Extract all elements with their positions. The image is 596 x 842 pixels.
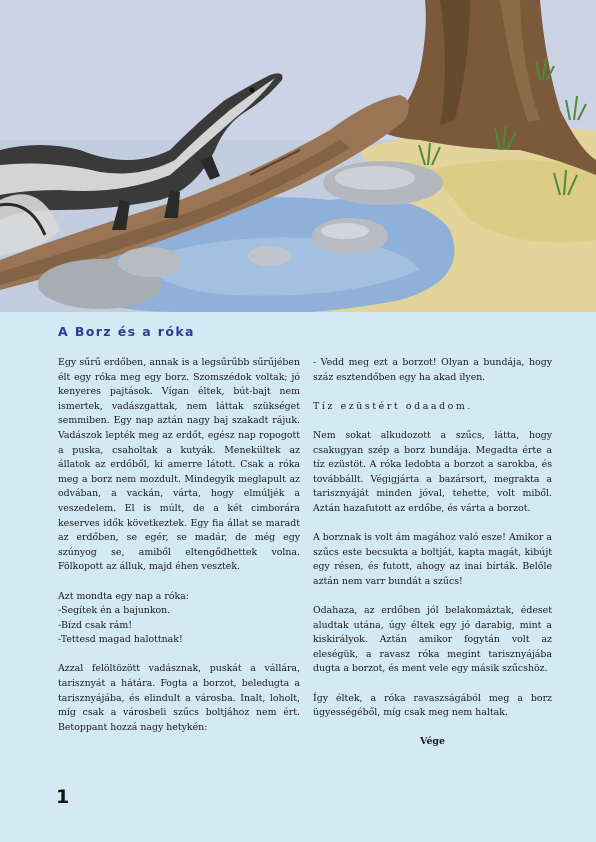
paragraph: A borznak is volt ám magához való esze! Amikor a szűcs este becsukta a boltját, kapta magát, kibújt egy résen, és futott, ahogy az inai bírták. Belőle aztán nem varr bundát a szűcs! [313,532,552,587]
page-number: 1 [56,786,70,808]
dialogue-line: -Segítek én a bajunkon. [58,605,171,617]
story-illustration [0,0,596,312]
paragraph: Odahaza, az erdőben jól belakomáztak, édeset aludtak utána, úgy éltek egy jó darabig, mint a kiskirályok. Aztán amikor fogytán volt az eleségük, a ravasz róka megint tarisznyájába dugta a borzot, és ment vele egy másik szűcshöz. [313,605,552,675]
paragraph: Tíz ezüstért odaadom. [313,400,473,412]
paragraph: Így éltek, a róka ravaszságából meg a borz ügyességéből, míg csak meg nem haltak. [313,692,552,719]
left-column [58,356,300,750]
paragraph: Egy sűrű erdőben, annak is a legsűrűbb sűrűjében élt egy róka meg egy borz. Szomszédok voltak; jó kenyeres pajtások. Vígan éltek, bút-bajt nem ismertek, vadászgattak, nem láttak szükséget semmiben. Egy nap aztán nagy baj szakadt rájuk. Vadászok lepték meg az erdőt, egész nap ropogott a puska, csaholtak a kutyák. Menekültek az állatok az erdőből, ki amerre látott. Csak a róka meg a borz nem mozdult. Mindegyik meglapult az odvában, a vackán, várta, hogy elmúljék a veszedelem. El is múlt, de a két cimborára keserves idők következtek. Egy fia állat se maradt az erdőben, se egér, se madár, de még egy szúnyog se, amiből eltengődhettek volna. Fölkopott az álluk, majd éhen vesztek. [58,357,300,573]
dialogue-line: Azt mondta egy nap a róka: [58,590,189,602]
dialogue-line: -Bízd csak rám! [58,619,133,631]
story-title: A Borz és a róka [58,324,195,339]
badger-on-log-painting [0,0,596,312]
right-column [313,356,552,765]
dialogue-line: -Tettesd magad halottnak! [58,634,183,646]
paragraph: Azzal felöltözött vadásznak, puskát a vállára, tarisznyát a hátára. Fogta a borzot, beledugta a tarisznyájába, és elindult a városba. Inalt, loholt, míg csak a városbeli szűcs boltjához nem ért. Betoppant hozzá nagy hetykén: [58,663,300,733]
story-ending: Vége [420,736,445,748]
paragraph: Nem sokat alkudozott a szűcs, látta, hogy csakugyan szép a borz bundája. Megadta érte a tíz ezüstöt. A róka ledobta a borzot a sarokba, és továbbállt. Végigjárta a bazársort, megrakta a tarisznyáját minden jóval, tehette, volt miből. Aztán hazafutott az erdőbe, és várta a borzot. [313,429,552,514]
paragraph: - Vedd meg ezt a borzot! Olyan a bundája, hogy száz esztendőben egy ha akad ilyen. [313,357,552,383]
